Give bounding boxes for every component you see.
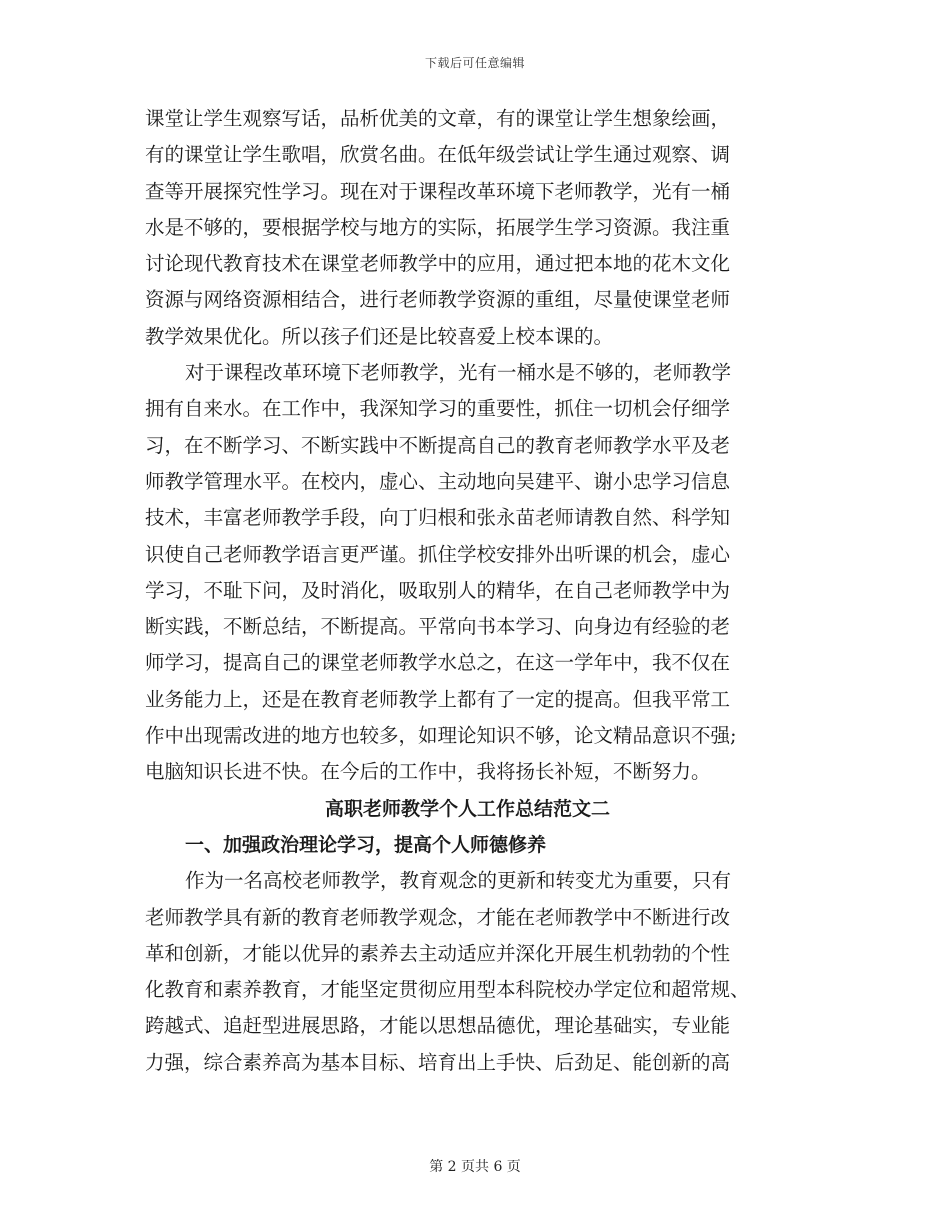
text-line: 拥有自来水。在工作中，我深知学习的重要性，抓住一切机会仔细学 — [145, 397, 731, 421]
text-line: 有的课堂让学生歌唱，欣赏名曲。在低年级尝试让学生通过观察、调 — [145, 143, 731, 167]
section-subheading: 一、加强政治理论学习，提高个人师德修养 — [185, 833, 547, 856]
text-line: 化教育和素养教育，才能坚定贯彻应用型本科院校办学定位和超常规、 — [145, 978, 750, 1002]
text-line: 跨越式、追赶型进展思路，才能以思想品德优，理论基础实，专业能 — [145, 1014, 731, 1038]
text-line: 电脑知识长进不快。在今后的工作中，我将扬长补短，不断努力。 — [145, 760, 711, 784]
paragraph-start-line: 作为一名高校老师教学，教育观念的更新和转变尤为重要，只有 — [185, 869, 732, 893]
text-line: 力强，综合素养高为基本目标、培育出上手快、后劲足、能创新的高 — [145, 1050, 731, 1074]
document-body — [145, 101, 810, 1081]
text-line: 教学效果优化。所以孩子们还是比较喜爱上校本课的。 — [145, 324, 614, 348]
text-line: 水是不够的，要根据学校与地方的实际，拓展学生学习资源。我注重 — [145, 215, 731, 239]
text-line: 业务能力上，还是在教育老师教学上都有了一定的提高。但我平常工 — [145, 687, 731, 711]
text-line: 断实践，不断总结，不断提高。平常向书本学习、向身边有经验的老 — [145, 615, 731, 639]
text-line: 师学习，提高自己的课堂老师教学水总之，在这一学年中，我不仅在 — [145, 651, 731, 675]
page-footer: 第 2 页共 6 页 — [429, 1159, 521, 1175]
text-line: 查等开展探究性学习。现在对于课程改革环境下老师教学，光有一桶 — [145, 179, 731, 203]
text-line: 识使自己老师教学语言更严谨。抓住学校安排外出听课的机会，虚心 — [145, 542, 731, 566]
text-line: 师教学管理水平。在校内，虚心、主动地向吴建平、谢小忠学习信息 — [145, 469, 731, 493]
text-line: 作中出现需改进的地方也较多，如理论知识不够，论文精品意识不强; — [145, 724, 737, 748]
text-line: 学习，不耻下问，及时消化，吸取别人的精华，在自己老师教学中为 — [145, 578, 731, 602]
text-line: 讨论现代教育技术在课堂老师教学中的应用，通过把本地的花木文化 — [145, 252, 731, 276]
text-line: 课堂让学生观察写话，品析优美的文章，有的课堂让学生想象绘画， — [145, 107, 731, 130]
text-line: 革和创新，才能以优异的素养去主动适应并深化开展生机勃勃的个性 — [145, 941, 731, 965]
paragraph-start-line: 对于课程改革环境下老师教学，光有一桶水是不够的，老师教学 — [185, 361, 732, 385]
text-line: 技术，丰富老师教学手段，向丁归根和张永苗老师请教自然、科学知 — [145, 506, 731, 530]
section-title: 高职老师教学个人工作总结范文二 — [324, 797, 610, 820]
page-header: 下载后可任意编辑 — [424, 56, 525, 70]
text-line: 老师教学具有新的教育老师教学观念，才能在老师教学中不断进行改 — [145, 905, 731, 929]
text-line: 习，在不断学习、不断实践中不断提高自己的教育老师教学水平及老 — [145, 433, 731, 457]
text-line: 资源与网络资源相结合，进行老师教学资源的重组，尽量使课堂老师 — [145, 288, 731, 312]
